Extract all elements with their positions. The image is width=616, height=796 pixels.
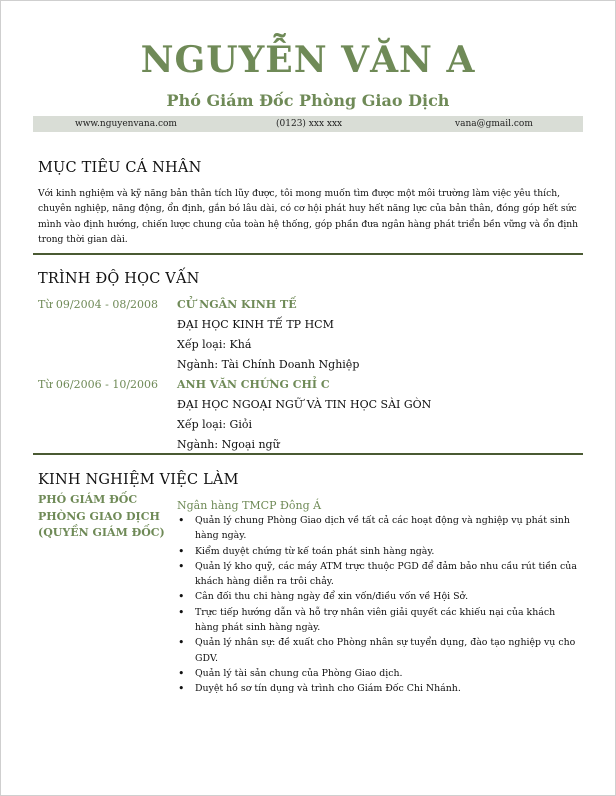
education-period: Từ 09/2004 - 08/2008 xyxy=(38,298,159,311)
phone-text: (0123) xxx xxx xyxy=(276,119,343,129)
duty-item: • Trực tiếp hướng dẫn và hỗ trợ nhân viên giải quyết các khiếu nại của khách hàng phát sinh hàng ngày. xyxy=(177,605,581,636)
experience-heading: KINH NGHIỆM VIỆC LÀM xyxy=(38,472,239,488)
duty-item: • Duyệt hồ sơ tín dụng và trình cho Giám Đốc Chi Nhánh. xyxy=(177,681,581,696)
duty-item: • Kiểm duyệt chứng từ kế toán phát sinh hàng ngày. xyxy=(177,544,581,559)
section-divider xyxy=(33,253,583,255)
education-rank: Xếp loại: Khá xyxy=(177,338,252,351)
education-school: ĐẠI HỌC KINH TẾ TP HCM xyxy=(177,318,334,331)
company-name: Ngân hàng TMCP Đông Á xyxy=(177,499,322,512)
education-major: Ngành: Ngoại ngữ xyxy=(177,438,280,451)
education-heading: TRÌNH ĐỘ HỌC VẤN xyxy=(38,271,200,287)
objective-heading: MỤC TIÊU CÁ NHÂN xyxy=(38,160,202,176)
education-degree: ANH VĂN CHỨNG CHỈ C xyxy=(177,378,330,391)
candidate-name: NGUYỄN VĂN A xyxy=(140,39,476,81)
duties-list xyxy=(177,513,581,697)
duty-item: • Quản lý chung Phòng Giao dịch về tất cả các hoạt động và nghiệp vụ phát sinh hàng ngày. xyxy=(177,513,581,544)
objective-text: Với kinh nghiệm và kỹ năng bản thân tích lũy được, tôi mong muốn tìm được một môi trường làm việc yêu thích, chuyên nghiệp, năng động, ổn định, gắn bó lâu dài, có cơ hội phát huy hết năng lực của bản thân, đóng góp hết sức mình vào định hướng, chiến lược chung của toàn hệ thống, góp phần đưa ngân hàng phát triển bền vững và ổn định trong thời gian dài. xyxy=(38,188,579,245)
candidate-position: Phó Giám Đốc Phòng Giao Dịch xyxy=(166,91,450,110)
education-period: Từ 06/2006 - 10/2006 xyxy=(38,378,159,391)
education-degree: CỬ NGÂN KINH TẾ xyxy=(177,298,297,311)
education-school: ĐẠI HỌC NGOẠI NGỮ VÀ TIN HỌC SÀI GÒN xyxy=(177,398,432,411)
email-text: vana@gmail.com xyxy=(455,119,533,129)
education-major: Ngành: Tài Chính Doanh Nghiệp xyxy=(177,358,360,371)
duty-item: • Quản lý kho quỹ, các máy ATM trực thuộc PGD để đảm bảo nhu cầu rút tiền của khách hàng diễn ra trôi chảy. xyxy=(177,559,581,590)
duty-item: • Cân đối thu chi hàng ngày để xin vốn/điều vốn về Hội Sở. xyxy=(177,589,581,604)
contact-bar xyxy=(33,116,583,132)
job-title: PHÓ GIÁM ĐỐC PHÒNG GIAO DỊCH (QUYỀN GIÁM ĐỐC) xyxy=(38,493,165,539)
website-text: www.nguyenvana.com xyxy=(75,119,177,129)
education-rank: Xếp loại: Giỏi xyxy=(177,418,253,431)
duty-item: • Quản lý nhân sự: đề xuất cho Phòng nhân sự tuyển dụng, đào tạo nghiệp vụ cho GDV. xyxy=(177,635,581,666)
duty-item: • Quản lý tài sản chung của Phòng Giao dịch. xyxy=(177,666,581,681)
section-divider xyxy=(33,453,583,455)
